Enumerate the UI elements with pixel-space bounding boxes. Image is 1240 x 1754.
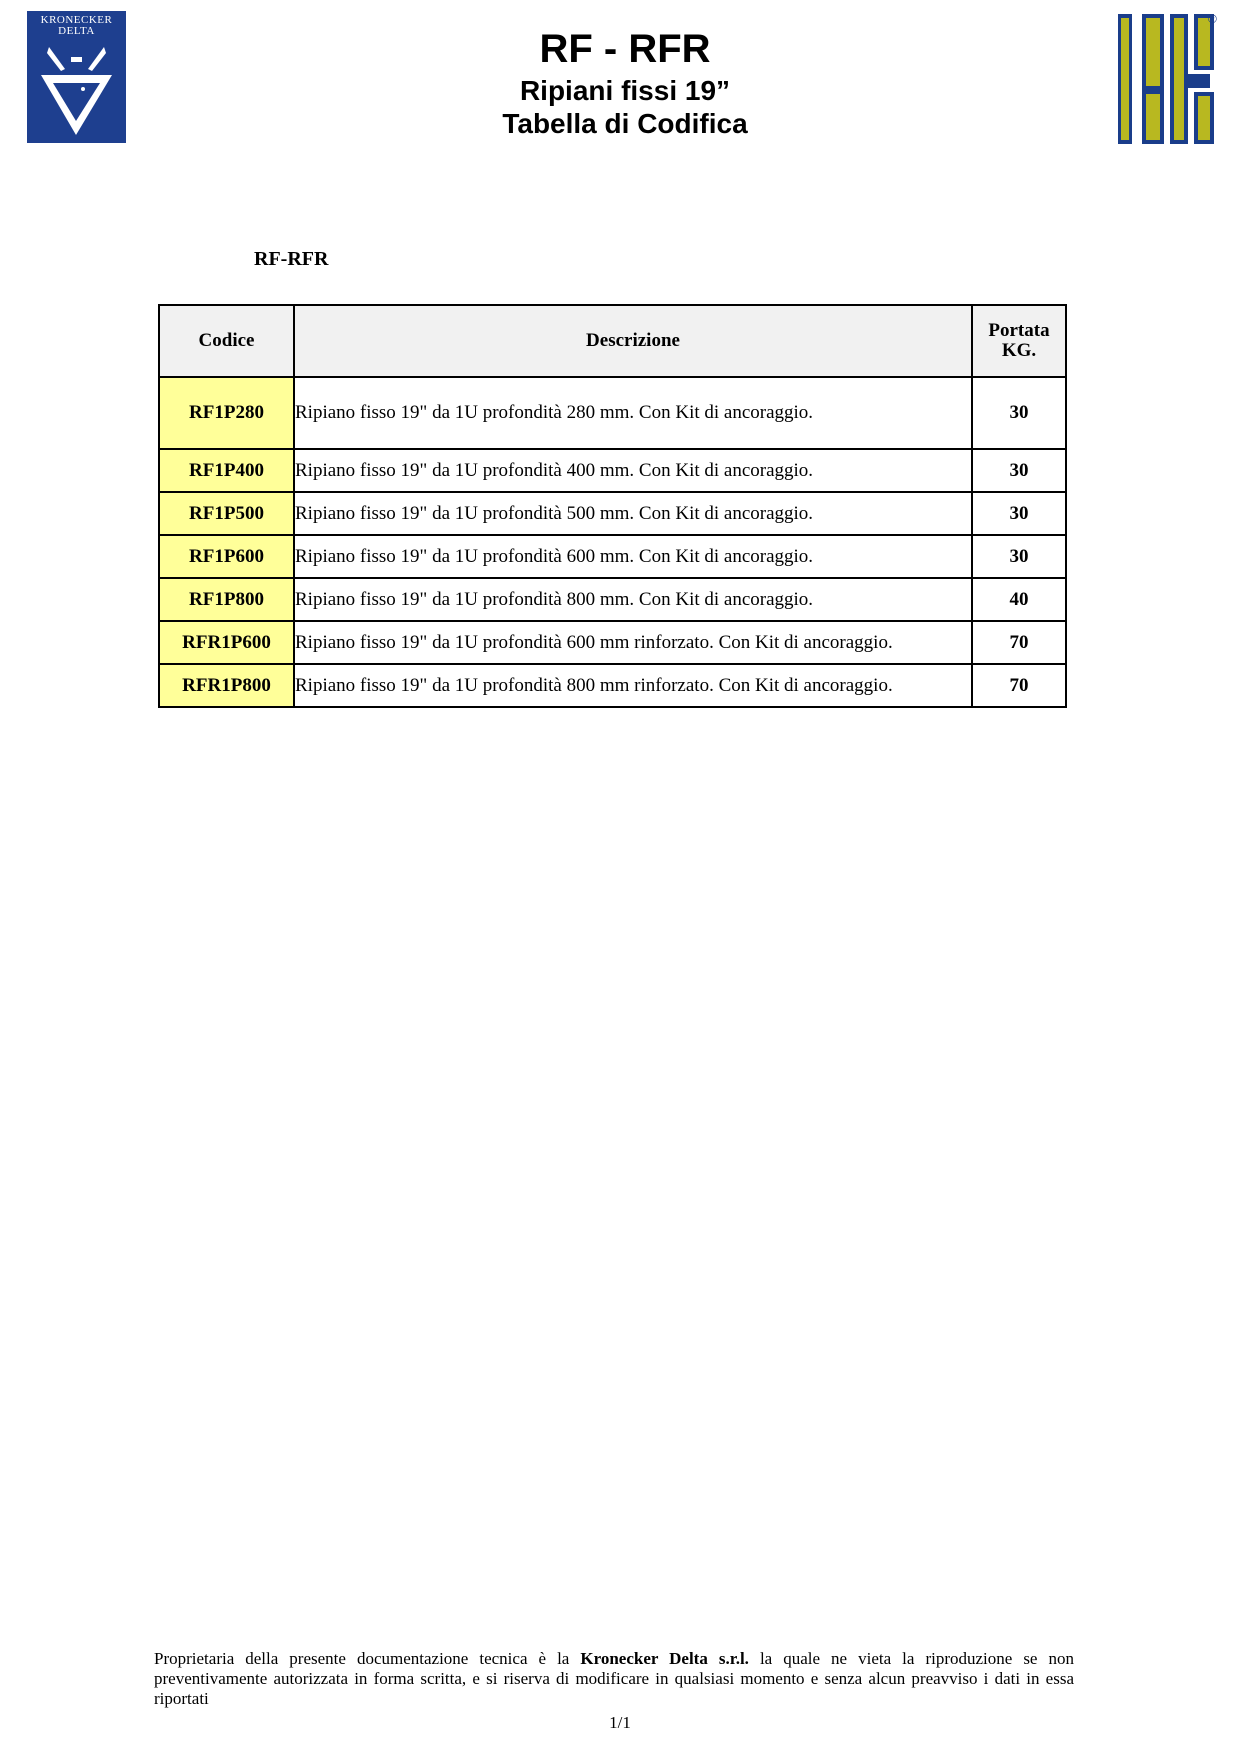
row-load: 40	[972, 578, 1066, 621]
brand-mark-icon	[1118, 14, 1214, 144]
section-label: RF-RFR	[254, 248, 329, 270]
footer-text-after: la quale ne vieta la riproduzione se non preventivamente autorizzata in forma scritta, e si riserva di modificare in qualsiasi momento e senza alcun preavviso i dati in essa riportati	[154, 1649, 1074, 1708]
row-description: Ripiano fisso 19" da 1U profondità 600 mm rinforzato. Con Kit di ancoraggio.	[294, 621, 972, 664]
logo-text-line2: DELTA	[58, 25, 95, 37]
table-row	[159, 449, 1066, 492]
row-load: 30	[972, 449, 1066, 492]
row-code: RF1P280	[159, 377, 294, 449]
footer-disclaimer	[154, 1649, 1074, 1709]
row-code: RFR1P800	[159, 664, 294, 707]
row-load: 70	[972, 664, 1066, 707]
header-code: Codice	[159, 305, 294, 377]
product-code-table	[158, 304, 1067, 708]
table-row	[159, 492, 1066, 535]
row-load: 30	[972, 535, 1066, 578]
header-description: Descrizione	[294, 305, 972, 377]
table-row	[159, 535, 1066, 578]
row-description: Ripiano fisso 19" da 1U profondità 800 mm rinforzato. Con Kit di ancoraggio.	[294, 664, 972, 707]
delta-triangle-icon	[39, 41, 114, 137]
header-load-line2: KG.	[1001, 340, 1037, 361]
table-header-row	[159, 305, 1066, 377]
row-code: RF1P400	[159, 449, 294, 492]
kronecker-delta-logo	[27, 11, 126, 143]
row-description: Ripiano fisso 19" da 1U profondità 800 mm. Con Kit di ancoraggio.	[294, 578, 972, 621]
row-description: Ripiano fisso 19" da 1U profondità 500 mm. Con Kit di ancoraggio.	[294, 492, 972, 535]
row-load: 70	[972, 621, 1066, 664]
page-number: 1/1	[609, 1713, 631, 1732]
table-row	[159, 377, 1066, 449]
row-code: RF1P800	[159, 578, 294, 621]
logo-text-line1: KRONECKER	[40, 14, 113, 26]
document-subtitle-2: Tabella di Codifica	[502, 108, 748, 139]
row-load: 30	[972, 377, 1066, 449]
table-row	[159, 621, 1066, 664]
header-load	[972, 305, 1066, 377]
row-code: RFR1P600	[159, 621, 294, 664]
row-description: Ripiano fisso 19" da 1U profondità 400 mm. Con Kit di ancoraggio.	[294, 449, 972, 492]
row-load: 30	[972, 492, 1066, 535]
row-description: Ripiano fisso 19" da 1U profondità 600 mm. Con Kit di ancoraggio.	[294, 535, 972, 578]
document-subtitle: Ripiani fissi 19”	[519, 75, 731, 106]
header-load-line1: Portata	[988, 320, 1050, 341]
table-row	[159, 664, 1066, 707]
document-title: RF - RFR	[539, 27, 711, 71]
footer-text-before: Proprietaria della presente documentazione tecnica è la	[154, 1649, 570, 1668]
row-code: RF1P500	[159, 492, 294, 535]
row-description: Ripiano fisso 19" da 1U profondità 280 mm. Con Kit di ancoraggio.	[294, 377, 972, 449]
row-code: RF1P600	[159, 535, 294, 578]
footer-company: Kronecker Delta s.r.l.	[580, 1649, 749, 1668]
registered-mark: ®	[1208, 12, 1217, 26]
table-row	[159, 578, 1066, 621]
document-header	[400, 24, 850, 140]
